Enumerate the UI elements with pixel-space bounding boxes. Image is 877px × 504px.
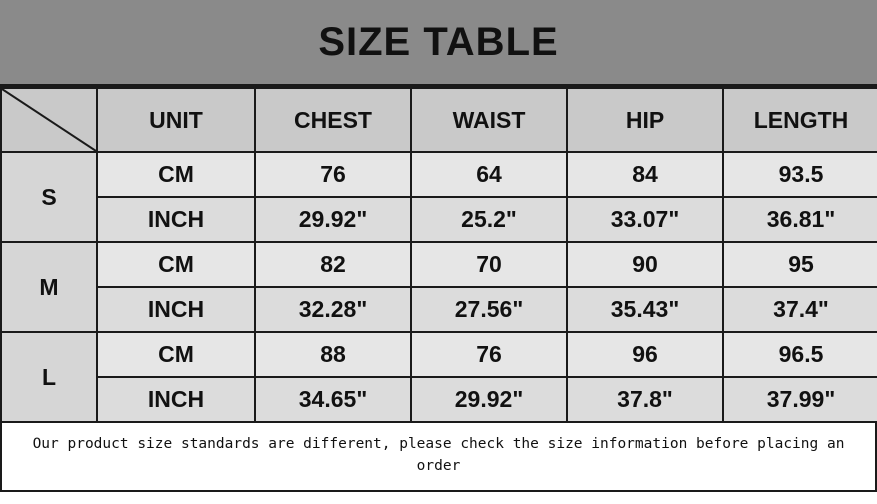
value-chest: 32.28" — [255, 287, 411, 332]
value-hip: 37.8" — [567, 377, 723, 422]
unit-cell: INCH — [97, 377, 255, 422]
value-waist: 70 — [411, 242, 567, 287]
value-length: 95 — [723, 242, 877, 287]
unit-cell: INCH — [97, 197, 255, 242]
value-chest: 76 — [255, 152, 411, 197]
column-header-hip: HIP — [567, 88, 723, 152]
size-label-l: L — [1, 332, 97, 422]
value-length: 96.5 — [723, 332, 877, 377]
column-header-length: LENGTH — [723, 88, 877, 152]
value-waist: 25.2" — [411, 197, 567, 242]
table-row — [1, 152, 877, 197]
value-waist: 29.92" — [411, 377, 567, 422]
value-chest: 34.65" — [255, 377, 411, 422]
size-label-s: S — [1, 152, 97, 242]
value-waist: 27.56" — [411, 287, 567, 332]
value-hip: 96 — [567, 332, 723, 377]
footer-spacer — [0, 492, 877, 504]
diagonal-split-icon — [2, 89, 96, 151]
title-bar — [0, 0, 877, 87]
value-length: 37.4" — [723, 287, 877, 332]
size-note: Our product size standards are different, please check the size information before placing an order — [0, 423, 877, 492]
table-header-row — [1, 88, 877, 152]
size-table — [0, 87, 877, 423]
value-chest: 88 — [255, 332, 411, 377]
corner-cell — [1, 88, 97, 152]
table-row — [1, 287, 877, 332]
unit-cell: CM — [97, 242, 255, 287]
page-title: SIZE TABLE — [318, 19, 559, 64]
value-hip: 33.07" — [567, 197, 723, 242]
table-row — [1, 242, 877, 287]
value-length: 37.99" — [723, 377, 877, 422]
column-header-chest: CHEST — [255, 88, 411, 152]
table-row — [1, 377, 877, 422]
unit-cell: INCH — [97, 287, 255, 332]
unit-cell: CM — [97, 332, 255, 377]
value-hip: 35.43" — [567, 287, 723, 332]
value-waist: 64 — [411, 152, 567, 197]
value-waist: 76 — [411, 332, 567, 377]
value-chest: 82 — [255, 242, 411, 287]
table-row — [1, 332, 877, 377]
value-hip: 90 — [567, 242, 723, 287]
table-row — [1, 197, 877, 242]
column-header-unit: UNIT — [97, 88, 255, 152]
value-hip: 84 — [567, 152, 723, 197]
unit-cell: CM — [97, 152, 255, 197]
value-chest: 29.92" — [255, 197, 411, 242]
column-header-waist: WAIST — [411, 88, 567, 152]
value-length: 93.5 — [723, 152, 877, 197]
value-length: 36.81" — [723, 197, 877, 242]
size-label-m: M — [1, 242, 97, 332]
